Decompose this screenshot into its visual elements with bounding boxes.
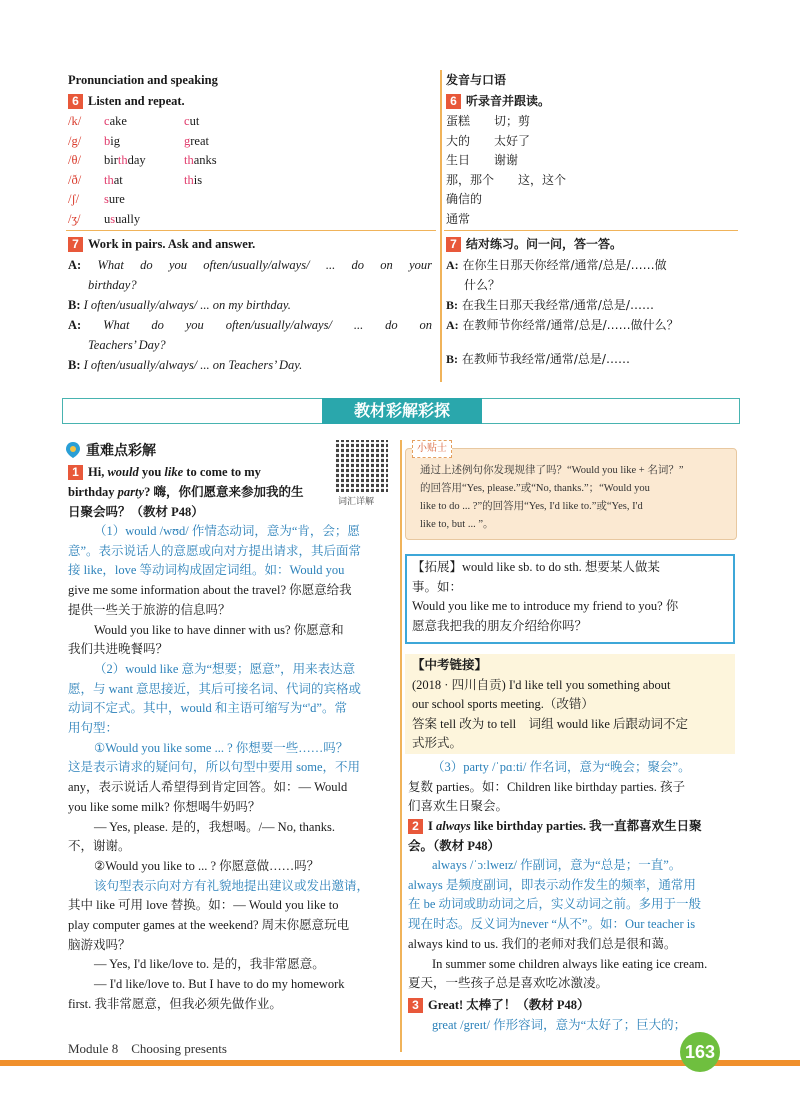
pron-row	[68, 190, 264, 210]
exercise-number: 6	[68, 94, 83, 109]
example-word: birthday	[104, 153, 146, 167]
section-banner: 教材彩解彩探	[322, 398, 482, 424]
phonetic-symbol: /ʃ/	[68, 192, 80, 206]
page-number: 163	[680, 1032, 720, 1072]
point-1-heading: 1 Hi, would you like to come to my birthday party? 嗨，你们愿意来参加我的生 日聚会吗？（教材 P48）	[68, 465, 304, 519]
phonetic-symbol: /g/	[68, 133, 82, 148]
dialogue-cn: A: 在你生日那天你经常/通常/总是/……做 什么？ B: 在我生日那天我经常/通常/总是/…… A: 在教师节你经常/通常/总是/……做什么？ B: 在教师节我经常/通常/总是/……	[446, 258, 679, 366]
exam-link-text: 【中考链接】 (2018 · 四川自贡) I'd like tell you something about our school sports meeting.（改错） 答案 tell 改为 to tell 词组 would like 后跟动词不定 式形式。	[412, 658, 689, 750]
qr-label: 词汇详解	[338, 497, 375, 507]
location-pin-icon	[66, 442, 80, 458]
example-word: great	[184, 133, 209, 148]
tip-tag: 小贴士	[412, 440, 452, 458]
translation-row: 大的 太好了	[446, 133, 531, 148]
tip-text: 通过上述例句你发现规律了吗？“Would you like + 名词？” 的回答用“Yes, please.”或“No, thanks.”；“Would you like to do ... ?”的回答用“Yes, I'd like to.”或“Yes, I'd like to, but ... ”。	[420, 465, 684, 530]
example-word: cake	[104, 114, 127, 128]
translation-row: 蛋糕 切；剪	[446, 114, 531, 128]
pronunciation-list	[68, 112, 264, 229]
translation-row: 那，那个 这，这个	[446, 172, 567, 187]
dialogue: A: What do you often/usually/always/ ... do on your birthday? B: I often/usually/always/ ... on my birthday. A: What do you often/usually/always/ ... do on Teachers’ Day? B: I often/usually/always/ ... on Teachers’ Day.	[68, 258, 433, 372]
key-points-heading: 重难点彩解	[86, 443, 156, 459]
section-title: Pronunciation and speaking	[68, 73, 218, 87]
example-word: usually	[104, 211, 141, 226]
phonetic-symbol: /θ/	[68, 153, 81, 167]
exercise-number: 7	[68, 237, 83, 252]
footer-bar	[0, 1060, 800, 1066]
translation-row: 通常	[446, 211, 471, 226]
pron-row	[68, 112, 264, 132]
translation-row: 确信的	[446, 192, 483, 206]
phonetic-symbol: /ð/	[68, 172, 82, 187]
phonetic-symbol: /k/	[68, 114, 82, 128]
point-party: （3）party /ˈpɑːti/ 作名词，意为“晚会；聚会”。 复数 parties。如：Children like birthday parties. 孩子 们喜欢生日聚会。	[408, 760, 691, 814]
translation-row: 生日 谢谢	[446, 153, 519, 167]
footer-module: Module 8 Choosing presents	[68, 1041, 227, 1056]
phonetic-symbol: /ʒ/	[68, 211, 81, 226]
pron-row	[68, 132, 264, 152]
exercise-7-heading: 7 Work in pairs. Ask and answer.	[68, 234, 255, 254]
extension-text: 【拓展】would like sb. to do sth. 想要某人做某 事。如： Would you like me to introduce my friend to you? 你 愿意我把我的朋友介绍给你吗？	[412, 560, 679, 633]
example-word: cut	[184, 114, 200, 128]
section-title-cn: 发音与口语	[446, 73, 507, 87]
translation-list	[446, 112, 566, 229]
exercise-6-heading-cn: 6 听录音并跟读。	[446, 91, 550, 111]
pron-row	[68, 151, 264, 171]
point-1-body: （1）would /wʊd/ 作情态动词，意为“肯，会；愿 意”。表示说话人的意愿或向对方提出请求，其后面常 接 like，love 等动词构成固定词组。如：Would you give me some information about the travel? 你愿意给我 提供一些关于旅游的信息吗？ Would you like to have dinner with us? 你愿意和 我们共进晚餐吗？ （2）would like 意为“想要；愿意”，用来表达意 愿，与 want 意思接近，其后可接名词、代词的宾格或 动词不定式。其中，would 和主语可缩写为“'d”。常 用句型： ①Would you like some ... ? 你想要一些……吗？ 这是表示请求的疑问句，所以句型中要用 some，不用 any，表示说话人希望得到肯定回答。如：— Would you like some milk? 你想喝牛奶吗？ — Yes, please. 是的，我想喝。/— No, thanks. 不，谢谢。 ②Would you like to ... ? 你愿意做……吗？ 该句型表示向对方有礼貌地提出建议或发出邀请， 其中 like 可用 love 替换。如：— Would you like to play computer games at the weekend? 周末你愿意玩电 脑游戏吗？ — Yes, I'd like/love to. 是的，我非常愿意。 — I'd like/love to. But I have to do my homework first. 我非常愿意，但我必须先做作业。	[68, 524, 370, 1011]
point-3-body: great /greɪt/ 作形容词，意为“太好了；巨大的；	[432, 1018, 687, 1032]
example-word: big	[104, 133, 120, 148]
example-word: thanks	[184, 153, 217, 167]
pron-row	[68, 171, 264, 191]
exercise-7-heading-cn: 7 结对练习。问一问，答一答。	[446, 234, 622, 254]
point-2-heading: 2 I always like birthday parties. 我一直都喜欢生日聚 会。（教材 P48）	[408, 819, 702, 853]
point-3-heading: 3 Great! 太棒了！（教材 P48）	[408, 995, 734, 1015]
example-word: sure	[104, 192, 125, 206]
point-2-body: always /ˈɔːlweɪz/ 作副词，意为“总是；一直”。 always 是频度副词，即表示动作发生的频率，通常用 在 be 动词或助动词之后，实义动词之前。多用于一般 现在时态。反义词为never “从不”。如：Our teacher is always kind to us. 我们的老师对我们总是很和蔼。 In summer some children always like eating ice cream. 夏天，一些孩子总是喜欢吃冰激凌。	[408, 858, 708, 991]
pron-row	[68, 210, 264, 230]
example-word: that	[104, 172, 123, 187]
exercise-6-heading: 6 Listen and repeat.	[68, 91, 185, 111]
example-word: this	[184, 172, 203, 187]
